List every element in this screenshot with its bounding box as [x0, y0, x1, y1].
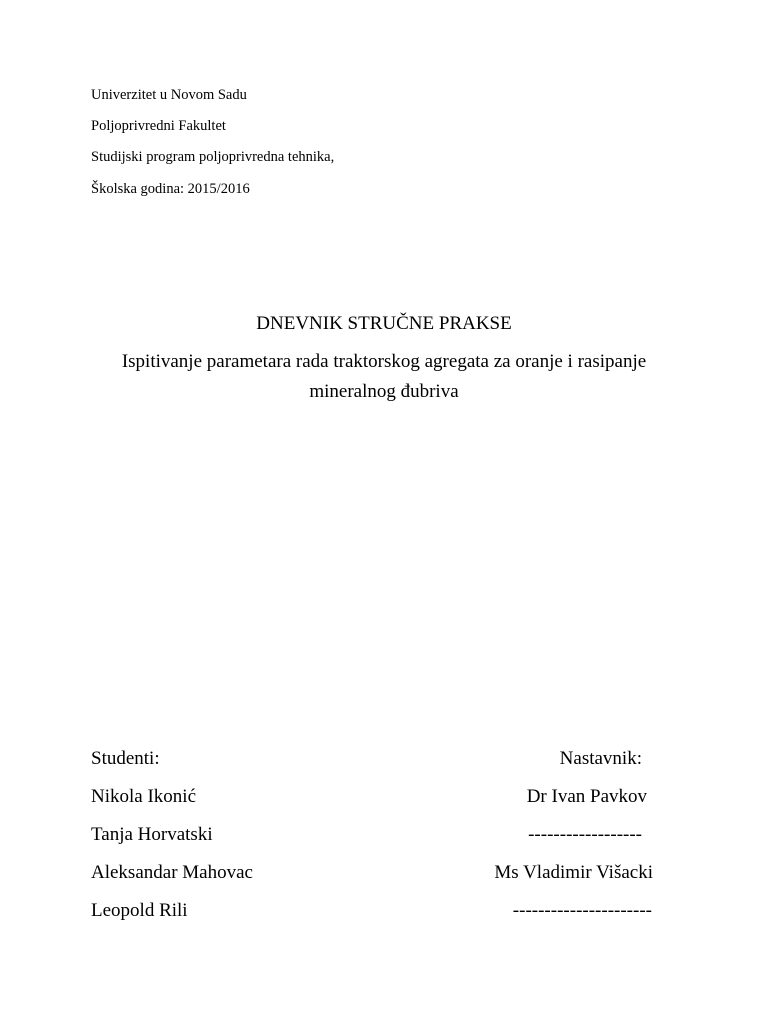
faculty-name: Poljoprivredni Fakultet [91, 118, 226, 134]
study-program: Studijski program poljoprivredna tehnika, [91, 149, 335, 165]
students-label: Studenti: [91, 748, 160, 769]
student-name: Leopold Rili [91, 900, 188, 921]
document-subtitle [60, 347, 708, 407]
teacher-entry: Dr Ivan Pavkov [526, 786, 647, 807]
signature-line: ---------------------- [512, 900, 652, 921]
student-name: Tanja Horvatski [91, 824, 213, 845]
document-title: DNEVNIK STRUČNE PRAKSE [256, 313, 512, 334]
subtitle-line-1: Ispitivanje parametara rada traktorskog agregata za oranje i rasipanje [121, 351, 647, 372]
subtitle-line-2: mineralnog đubriva [309, 381, 459, 402]
school-year: Školska godina: 2015/2016 [91, 181, 250, 197]
teacher-label: Nastavnik: [559, 748, 642, 769]
university-name: Univerzitet u Novom Sadu [91, 87, 247, 103]
teacher-entry: Ms Vladimir Višacki [494, 862, 653, 883]
student-name: Aleksandar Mahovac [91, 862, 253, 883]
signature-line: ------------------ [528, 824, 642, 845]
student-name: Nikola Ikonić [91, 786, 197, 807]
